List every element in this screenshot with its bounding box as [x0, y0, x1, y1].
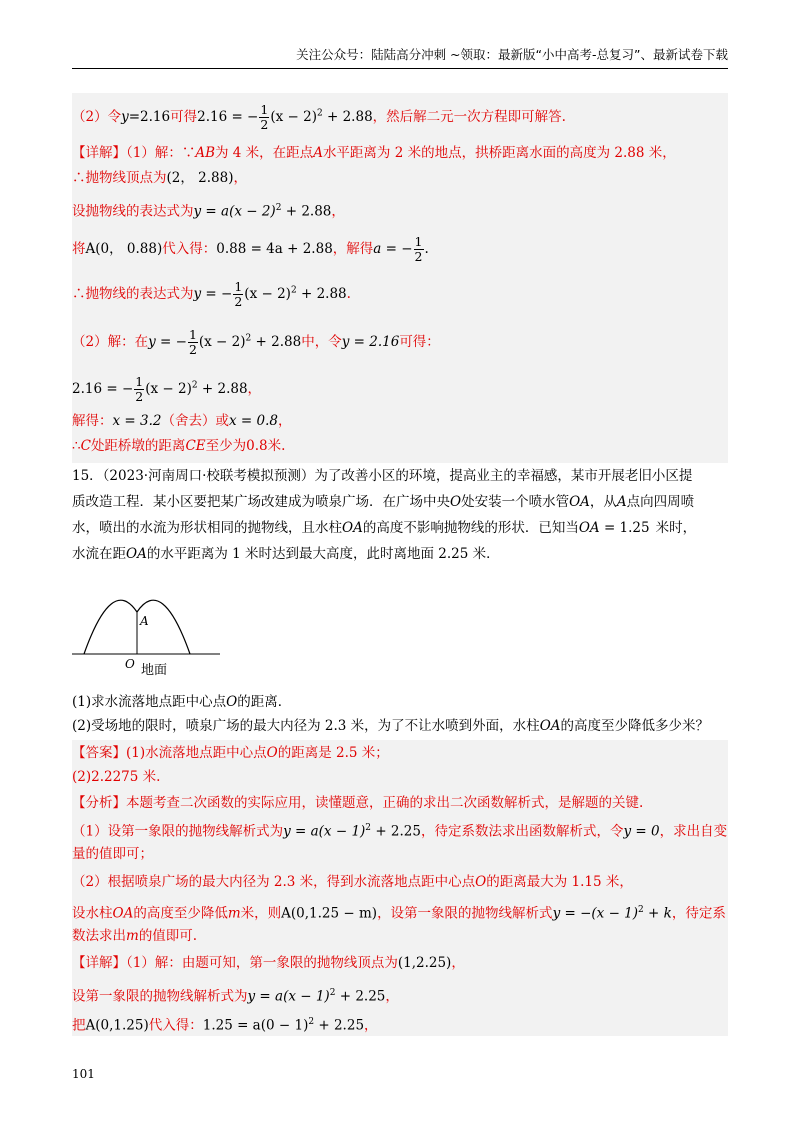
math: y = −	[193, 286, 233, 302]
math: y = 2.16	[341, 334, 400, 350]
solution-line	[72, 436, 285, 456]
math: C	[80, 438, 91, 454]
text: 【详解】（1）解：∵	[72, 145, 196, 161]
exponent: 2	[308, 1017, 315, 1027]
math: (x − 2)	[145, 381, 192, 397]
math: A	[313, 145, 323, 161]
math: O	[226, 694, 238, 710]
page-header: 关注公众号：陆陆高分冲刺 ~领取：最新版“小中高考-总复习”、最新试卷下载	[296, 47, 728, 62]
parabola-left	[84, 600, 137, 654]
fraction	[233, 280, 243, 309]
math: m	[126, 928, 139, 944]
text: (2)2.2275 米.	[72, 769, 161, 785]
solution-line	[72, 235, 429, 264]
text: 代入得：	[148, 1017, 203, 1034]
text: 设第一象限的抛物线解析式为	[72, 988, 248, 1005]
math: 2.16 = −	[72, 381, 134, 397]
text: 水平距离为 2 米的地点，拱桥距离水面的高度为 2.88 米，	[322, 145, 676, 161]
exponent: 2	[316, 108, 323, 119]
exponent: 2	[365, 823, 372, 833]
math: 0.8	[246, 438, 268, 454]
text: 质改造工程．某小区要把某广场改建成为喷泉广场．在广场中央	[72, 494, 450, 510]
solution-line	[72, 375, 261, 404]
denominator: 2	[414, 249, 423, 264]
math: OA	[569, 494, 590, 510]
math: A	[616, 494, 627, 510]
solution-line	[72, 280, 351, 309]
text: 代入得：	[162, 241, 217, 257]
text: 的值即可.	[138, 928, 198, 944]
analysis-line	[72, 844, 153, 864]
text: 【分析】本题考查二次函数的实际应用，读懂题意，正确的求出二次函数解析式，是解题的关键.	[72, 795, 644, 811]
text: （1）设第一象限的抛物线解析式为	[72, 823, 284, 840]
text: 的高度不影响抛物线的形状．已知当	[362, 520, 579, 536]
solution-line	[72, 103, 566, 132]
math: OA	[126, 546, 147, 562]
math: O	[450, 494, 462, 510]
text: ，待定系数法求出函数解析式，令	[420, 823, 624, 840]
math: + 2.88	[197, 381, 248, 397]
math: A(0,1.25)	[85, 1017, 149, 1034]
text: 的距离最大为 1.15 米，	[486, 874, 633, 890]
text: 的高度至少降低	[133, 905, 228, 922]
text: ，	[247, 381, 262, 397]
analysis-line	[72, 872, 633, 892]
analysis-line	[72, 793, 643, 813]
exponent: 2	[245, 333, 252, 344]
numerator: 1	[260, 102, 269, 117]
numerator: 1	[414, 234, 423, 249]
text: (2)受场地的限时，喷泉广场的最大内径为 2.3 米，为了不让水喷到外面，水柱	[72, 718, 540, 734]
fraction	[134, 375, 144, 404]
text: 米，则	[240, 905, 282, 922]
solution-line	[72, 411, 291, 431]
math: OA	[578, 520, 600, 536]
numerator: 1	[135, 374, 144, 389]
text: 的水平距离为 1 米时达到最大高度，此时离地面 2.25 米．	[146, 546, 500, 562]
text: 【答案】(1)水流落地点距中心点	[72, 745, 267, 761]
text: （2）根据喷泉广场的最大内径为 2.3 米，得到水流落地点距中心点	[72, 874, 476, 890]
solution-line	[72, 143, 676, 163]
math: AB	[195, 145, 216, 161]
math: O	[266, 745, 278, 761]
text: 量的值即可；	[72, 846, 153, 862]
problem-line	[72, 490, 694, 514]
math: (x − 2)	[198, 334, 246, 350]
fraction	[414, 235, 424, 264]
text: 处安装一个喷水管	[461, 494, 570, 510]
label-a: A	[140, 614, 149, 628]
math: (2， 2.88)	[166, 170, 234, 186]
text: ，从	[589, 494, 617, 510]
math: + 2.88	[251, 334, 302, 350]
math: + k	[643, 905, 672, 922]
problem-line	[72, 516, 696, 540]
text: ，求出自变	[659, 823, 728, 840]
text: ，	[385, 988, 399, 1005]
text: 数法求出	[72, 928, 126, 944]
math: =2.16	[128, 109, 171, 125]
math: (1,2.25)	[397, 955, 452, 971]
math: 1.25 = a(0 − 1)	[202, 1017, 309, 1034]
analysis-line	[72, 926, 197, 946]
page-number: 101	[72, 1067, 95, 1081]
text: ，	[364, 1017, 378, 1034]
text: ∴	[72, 438, 81, 454]
exponent: 2	[290, 285, 297, 296]
math: + 2.88	[281, 203, 332, 220]
text: ，	[331, 203, 345, 220]
text: ∴抛物线顶点为	[72, 170, 167, 186]
answer-line	[72, 743, 389, 763]
math: A(0,1.25 − m)	[281, 905, 378, 922]
text: ，	[277, 413, 292, 429]
denominator: 2	[234, 294, 243, 309]
text: 将	[72, 241, 86, 257]
text: ∴抛物线的表达式为	[72, 286, 194, 302]
math: x = 0.8	[228, 413, 278, 429]
problem-line	[72, 542, 500, 566]
header-rule	[72, 68, 728, 69]
text: 点向四周喷	[626, 494, 695, 510]
problem-line: 15．（2023·河南周口·校联考模拟预测）为了改善小区的环境，提高业主的幸福感，某市开展老旧小区提	[72, 468, 693, 484]
label-ground: 地面	[141, 663, 168, 678]
math: y = a(x − 1)	[247, 988, 330, 1005]
fraction	[259, 103, 269, 132]
math: + 2.88	[296, 286, 347, 302]
math: y = −(x − 1)	[552, 905, 639, 922]
numerator: 1	[188, 327, 197, 342]
text: (1)求水流落地点距中心点	[72, 694, 227, 710]
math: OA	[539, 718, 561, 734]
text: ，解得	[332, 241, 374, 257]
exponent: 2	[329, 988, 336, 998]
text: 可得	[170, 109, 198, 125]
text: 可得：	[399, 334, 440, 350]
exponent: 2	[638, 905, 644, 915]
text: 处距桥墩的距离	[90, 438, 186, 454]
math: .	[424, 241, 429, 257]
detail-line	[72, 953, 465, 973]
math: a = −	[373, 241, 413, 257]
text: 的高度至少降低多少米？	[560, 718, 710, 734]
question-2	[72, 714, 709, 738]
detail-line	[72, 983, 399, 1007]
text: ，	[233, 170, 247, 186]
math: x = 3.2	[112, 413, 162, 429]
text: （舍去）或	[161, 413, 229, 429]
text: 米.	[267, 438, 286, 454]
denominator: 2	[260, 117, 269, 132]
text: 【详解】（1）解：由题可知，第一象限的抛物线顶点为	[72, 955, 398, 971]
exponent: 2	[275, 203, 282, 213]
text: 把	[72, 1017, 86, 1034]
answer-line	[72, 767, 160, 787]
text: 解得：	[72, 413, 113, 429]
text: ，待定系	[671, 905, 726, 922]
text: 米时，	[655, 520, 697, 536]
text: 的距离．	[237, 694, 292, 710]
solution-line	[72, 328, 440, 357]
exponent: 2	[191, 380, 198, 391]
detail-line	[72, 1012, 378, 1036]
denominator: 2	[188, 342, 197, 357]
text: 为 4 米，在距点	[215, 145, 314, 161]
math: (x − 2)	[270, 109, 317, 125]
question-1	[72, 690, 291, 714]
math: + 2.25	[371, 823, 421, 840]
math: + 2.25	[335, 988, 386, 1005]
text: 水，喷出的水流为形状相同的抛物线，且水柱	[72, 520, 342, 536]
label-o: O	[125, 657, 135, 671]
math: OA	[342, 520, 363, 536]
text: ，设第一象限的抛物线解析式	[377, 905, 553, 922]
solution-line	[72, 168, 247, 188]
solution-block-1	[72, 93, 728, 463]
math: 2.16 = −	[197, 109, 259, 125]
solution-block-2	[72, 740, 728, 1036]
math: 0.88 = 4a + 2.88	[216, 241, 333, 257]
math: CE	[185, 438, 206, 454]
math: = 1.25	[599, 520, 650, 536]
math: + 2.25	[314, 1017, 365, 1034]
text: 设水柱	[72, 905, 113, 922]
math: y	[121, 109, 129, 125]
math: A(0， 0.88)	[85, 241, 163, 257]
text: ，	[451, 955, 465, 971]
math: y = 0	[623, 823, 660, 840]
math: + 2.88	[322, 109, 373, 125]
text: 设抛物线的表达式为	[72, 203, 194, 220]
fountain-figure	[72, 590, 232, 680]
text: （2）解：在	[72, 334, 149, 350]
math: y = −	[148, 334, 187, 350]
analysis-line	[72, 818, 727, 842]
numerator: 1	[234, 279, 243, 294]
text: 中，令	[301, 334, 342, 350]
text: 水流在距	[72, 546, 126, 562]
math: O	[475, 874, 487, 890]
math: y = a(x − 1)	[283, 823, 366, 840]
text: 的距离是 2.5 米；	[277, 745, 389, 761]
text: （2）令	[72, 109, 122, 125]
math: OA	[112, 905, 134, 922]
solution-line	[72, 198, 345, 222]
denominator: 2	[135, 389, 144, 404]
math: y = a(x − 2)	[193, 203, 276, 220]
fraction	[188, 328, 198, 357]
math: (x − 2)	[244, 286, 291, 302]
text: ，然后解二元一次方程即可解答.	[372, 109, 566, 125]
text: 至少为	[205, 438, 247, 454]
analysis-line	[72, 900, 726, 924]
text: .	[346, 286, 351, 302]
math: m	[227, 905, 241, 922]
